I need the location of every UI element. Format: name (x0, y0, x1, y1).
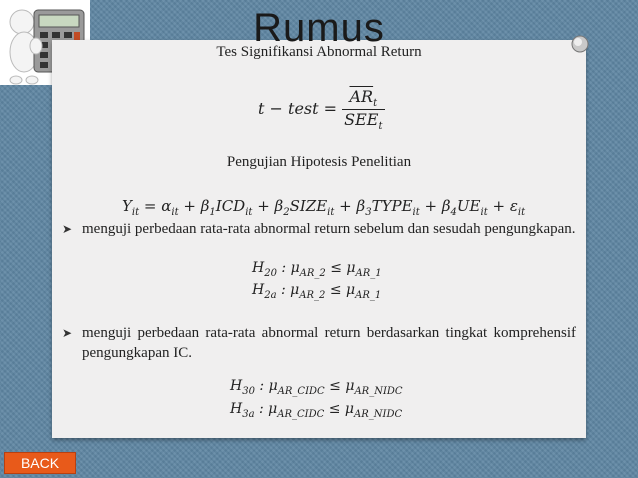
hypothesis-h30: $H_{30}$ : $\mu_{AR\_CIDC} \le \mu_{AR\_NIDC}$ (230, 378, 403, 397)
bullet-text: menguji perbedaan rata-rata abnormal return sebelum dan sesudah pengungkapan. (82, 221, 576, 237)
slide-title: Rumus (253, 6, 385, 50)
slide-content-card (52, 40, 586, 438)
hypothesis-h2a: $H_{2a}$ : $\mu_{AR\_2} \le \mu_{AR\_1}$ (252, 282, 382, 301)
back-button[interactable]: BACK (4, 452, 76, 474)
section-heading-significance: Tes Signifikansi Abnormal Return (216, 44, 422, 60)
arrowhead-bullet-icon: ➤ (62, 326, 73, 340)
thumbtack-icon (570, 34, 590, 54)
regression-equation: $Y_{it} = \alpha_{it} + \beta_1ICD_{it}$ + $\beta_2SIZE_{it}$ + $\beta_3TYPE_{it} + \beta_4UE_{it} + \varepsilon_{it}$ (122, 197, 526, 218)
formula-lhs: t − test = (258, 99, 338, 118)
t-test-formula (258, 87, 385, 132)
formula-fraction (342, 87, 384, 132)
bullet-item (62, 219, 576, 239)
section-heading-hypothesis: Pengujian Hipotesis Penelitian (226, 154, 412, 170)
bullet-text: menguji perbedaan rata-rata abnormal return berdasarkan tingkat komprehensif pengungkapan IC. (82, 325, 576, 361)
fraction-numerator: $\overline{AR}_t$ (342, 87, 384, 110)
hypothesis-h3a: $H_{3a}$ : $\mu_{AR\_CIDC} \le \mu_{AR\_NIDC}$ (230, 401, 403, 420)
hypothesis-h20: $H_{20}$ : $\mu_{AR\_2} \le \mu_{AR\_1}$ (252, 260, 382, 279)
fraction-denominator: $SEE_t$ (344, 110, 383, 132)
bullet-item (62, 323, 576, 363)
arrowhead-bullet-icon: ➤ (62, 222, 73, 236)
